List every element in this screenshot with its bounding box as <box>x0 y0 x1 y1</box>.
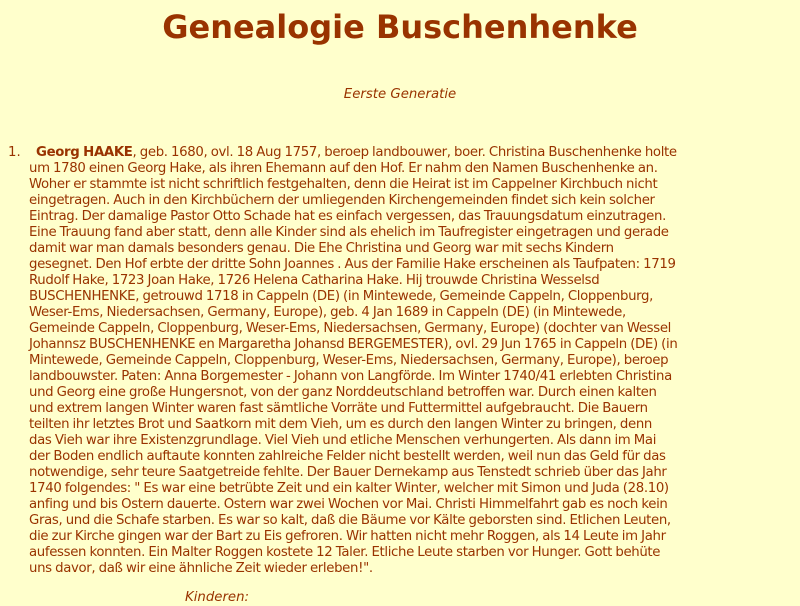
entry-line: anfing und bis Ostern dauerte. Ostern war zwei Wochen vor Mai. Christi Himmelfahrt gab es noch kein <box>29 497 668 512</box>
entry-line: das Vieh war ihre Existenzgrundlage. Viel Vieh und etliche Menschen verhungerten. Als dann im Mai <box>29 433 657 448</box>
entry-line: Rudolf Hake, 1723 Joan Hake, 1726 Helena Catharina Hake. Hij trouwde Christina Wesselsd <box>29 273 600 288</box>
entry-line: notwendige, sehr teure Saatgetreide fehlte. Der Bauer Dernekamp aus Tenstedt schrieb über das Jahr <box>29 465 667 480</box>
entry-line: der Boden endlich auftaute konnten zahlreiche Felder nicht bestellt werden, weil nun das Geld für das <box>29 449 666 464</box>
entry-first-line <box>36 145 796 161</box>
entry-line: damit war man damals besonders genau. Die Ehe Christina und Georg war mit sechs Kindern <box>29 241 614 256</box>
entry-line: die zur Kirche gingen war der Bart zu Eis gefroren. Wir hatten nicht mehr Roggen, als 14 Leute im Jahr <box>29 529 666 544</box>
entry-line: Woher er stammte ist nicht schriftlich festgehalten, denn die Heirat ist im Cappelner Kirchbuch nicht <box>29 177 658 192</box>
entry-line: Eintrag. Der damalige Pastor Otto Schade hat es einfach vergessen, das Trauungsdatum einzutragen. <box>29 209 666 224</box>
entry-line: Johannsz BUSCHENHENKE en Margaretha Johansd BERGEMESTER), ovl. 29 Jun 1765 in Cappeln (DE) (in <box>29 337 678 352</box>
entry-line: und extrem langen Winter waren fast sämtliche Vorräte und Futtermittel aufgebraucht. Die Bauern <box>29 401 648 416</box>
page-title: Genealogie Buschenhenke <box>162 8 638 46</box>
children-label: Kinderen: <box>185 590 250 605</box>
person-entry-row <box>0 145 800 577</box>
person-number: 1. <box>8 145 21 160</box>
entry-line: Mintewede, Gemeinde Cappeln, Cloppenburg, Weser-Ems, Niedersachsen, Germany, Europe), beroep <box>29 353 669 368</box>
person-entry <box>29 145 796 577</box>
entry-line: landbouwster. Paten: Anna Borgemester - Johann von Langförde. Im Winter 1740/41 erlebten Christina <box>29 369 672 384</box>
entry-line: und Georg eine große Hungersnot, von der ganz Norddeutschland betroffen war. Durch einen kalten <box>29 385 657 400</box>
entry-line: BUSCHENHENKE, getrouwd 1718 in Cappeln (DE) (in Mintewede, Gemeinde Cappeln, Cloppenburg, <box>29 289 653 304</box>
entry-line: Gemeinde Cappeln, Cloppenburg, Weser-Ems, Niedersachsen, Germany, Europe) (dochter van Wessel <box>29 321 672 336</box>
generation-heading: Eerste Generatie <box>343 87 457 102</box>
entry-line: um 1780 einen Georg Hake, als ihren Ehemann auf den Hof. Er nahm den Namen Buschenhenke an. <box>29 161 658 176</box>
entry-line: uns davor, daß wir eine ähnliche Zeit wieder erleben!". <box>29 561 373 576</box>
entry-line: Eine Trauung fand aber statt, denn alle Kinder sind als ehelich im Taufregister eingetragen und gerade <box>29 225 669 240</box>
entry-line: gesegnet. Den Hof erbte der dritte Sohn Joannes . Aus der Familie Hake erscheinen als Taufpaten: 1719 <box>29 257 676 272</box>
entry-text: , geb. 1680, ovl. 18 Aug 1757, beroep landbouwer, boer. Christina Buschenhenke holte <box>132 145 677 160</box>
entry-line: 1740 folgendes: " Es war eine betrübte Zeit und ein kalter Winter, welcher mit Simon und Juda (28.10) <box>29 481 669 496</box>
entry-line: Gras, und die Schafe starben. Es war so kalt, daß die Bäume vor Kälte geborsten sind. Etlichen Leuten, <box>29 513 671 528</box>
entry-line: aufessen konnten. Ein Malter Roggen kostete 12 Taler. Etliche Leute starben vor Hunger. Gott behüte <box>29 545 661 560</box>
entry-line: Weser-Ems, Niedersachsen, Germany, Europe), geb. 4 Jan 1689 in Cappeln (DE) (in Mintewede, <box>29 305 626 320</box>
entry-line: teilten ihr letztes Brot und Saatkorn mit dem Vieh, um es durch den langen Winter zu bringen, denn <box>29 417 652 432</box>
entry-line: eingetragen. Auch in den Kirchbüchern der umliegenden Kirchengemeinden findet sich kein solcher <box>29 193 655 208</box>
person-name: Georg HAAKE <box>36 145 133 160</box>
